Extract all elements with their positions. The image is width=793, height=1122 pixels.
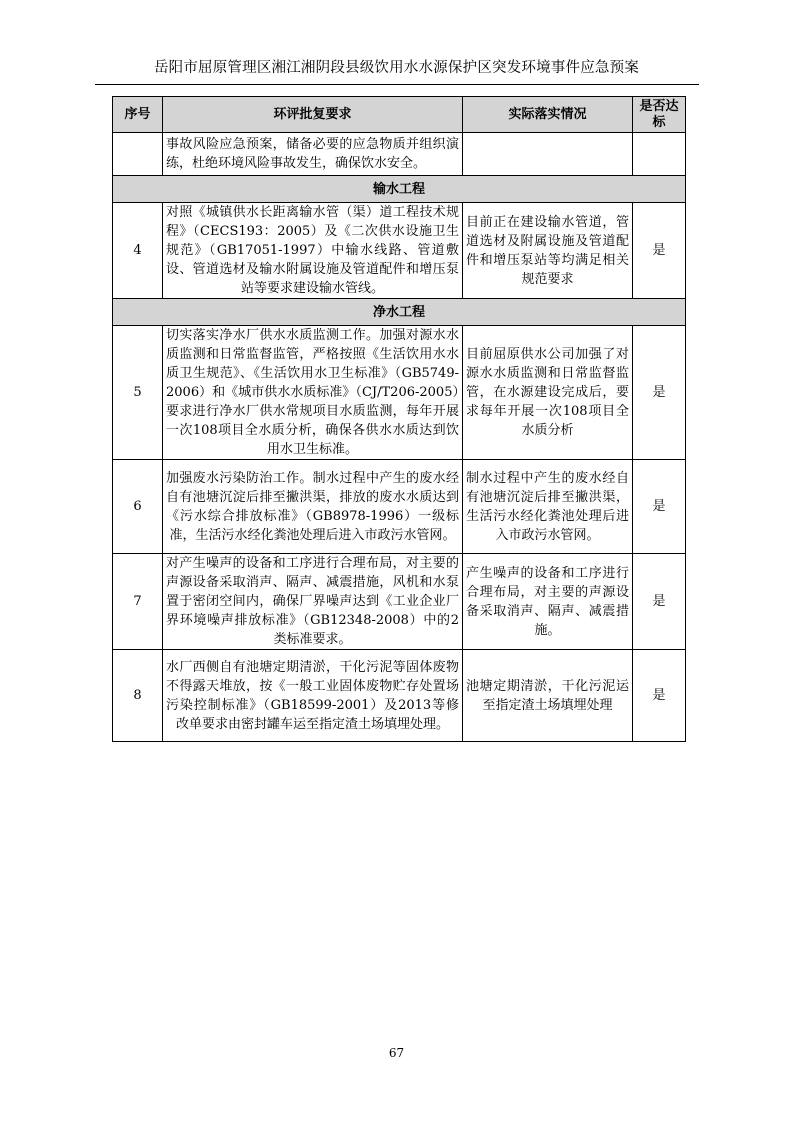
row-compliant: 是 [633,650,686,742]
header-rule [95,84,699,85]
row-compliant: 是 [633,326,686,460]
column-header-num: 序号 [113,97,163,133]
table-row [113,203,686,299]
section-row [113,299,686,326]
row-num: 6 [113,460,163,554]
row-implementation: 目前屈原供水公司加强了对源水水质监测和日常监督监管，在水源建设完成后，要求每年开展一次108项目全水质分析 [463,326,633,460]
requirements-table [112,96,686,742]
row-requirement: 加强废水污染防治工作。制水过程中产生的废水经自有池塘沉淀后排至撇洪渠，排放的废水水质达到《污水综合排放标准》（GB8978-1996）一级标准，生活污水经化粪池处理后进入市政污水管网。 [163,460,463,554]
row-implementation: 产生噪声的设备和工序进行合理布局，对主要的声源设备采取消声、隔声、减震措施。 [463,554,633,650]
row-implementation: 制水过程中产生的废水经自有池塘沉淀后排至撇洪渠，生活污水经化粪池处理后进入市政污水管网。 [463,460,633,554]
row-implementation [463,133,633,176]
row-requirement: 水厂西侧自有池塘定期清淤，干化污泥等固体废物不得露天堆放，按《一般工业固体废物贮存处置场污染控制标准》（GB18599-2001）及2013等修改单要求由密封罐车运至指定渣土场填埋处理。 [163,650,463,742]
document-header-title: 岳阳市屈原管理区湘江湘阴段县级饮用水水源保护区突发环境事件应急预案 [153,60,640,76]
table-row [113,133,686,176]
table-row [113,554,686,650]
column-header-compliant: 是否达标 [633,97,686,133]
row-num: 7 [113,554,163,650]
table-row [113,326,686,460]
column-header-requirement: 环评批复要求 [163,97,463,133]
row-compliant [633,133,686,176]
row-requirement: 对产生噪声的设备和工序进行合理布局，对主要的声源设备采取消声、隔声、减震措施，风机和水泵置于密闭空间内，确保厂界噪声达到《工业企业厂界环境噪声排放标准》（GB12348-2008）中的2类标准要求。 [163,554,463,650]
section-row [113,176,686,203]
row-compliant: 是 [633,460,686,554]
row-requirement: 对照《城镇供水长距离输水管（渠）道工程技术规程》（CECS193：2005）及《二次供水设施卫生规范》（GB17051-1997）中输水线路、管道敷设、管道选材及输水附属设施及管道配件和增压泵站等要求建设输水管线。 [163,203,463,299]
table-row [113,460,686,554]
row-compliant: 是 [633,203,686,299]
table-header-row [113,97,686,133]
section-title: 输水工程 [113,176,686,203]
section-title: 净水工程 [113,299,686,326]
row-implementation: 目前正在建设输水管道，管道选材及附属设施及管道配件和增压泵站等均满足相关规范要求 [463,203,633,299]
table-row [113,650,686,742]
column-header-implementation: 实际落实情况 [463,97,633,133]
row-requirement: 事故风险应急预案，储备必要的应急物质并组织演练，杜绝环境风险事故发生，确保饮水安全。 [163,133,463,176]
row-num: 8 [113,650,163,742]
row-num: 4 [113,203,163,299]
row-implementation: 池塘定期清淤，干化污泥运至指定渣土场填埋处理 [463,650,633,742]
row-compliant: 是 [633,554,686,650]
row-requirement: 切实落实净水厂供水水质监测工作。加强对源水水质监测和日常监督监管，严格按照《生活饮用水水质卫生规范》、《生活饮用水卫生标准》（GB5749-2006）和《城市供水水质标准》（CJ/T206-2005）要求进行净水厂供水常规项目水质监测，每年开展一次108项目全水质分析，确保各供水水质达到饮用水卫生标准。 [163,326,463,460]
page-number: 67 [388,1046,405,1060]
row-num: 5 [113,326,163,460]
row-num [113,133,163,176]
